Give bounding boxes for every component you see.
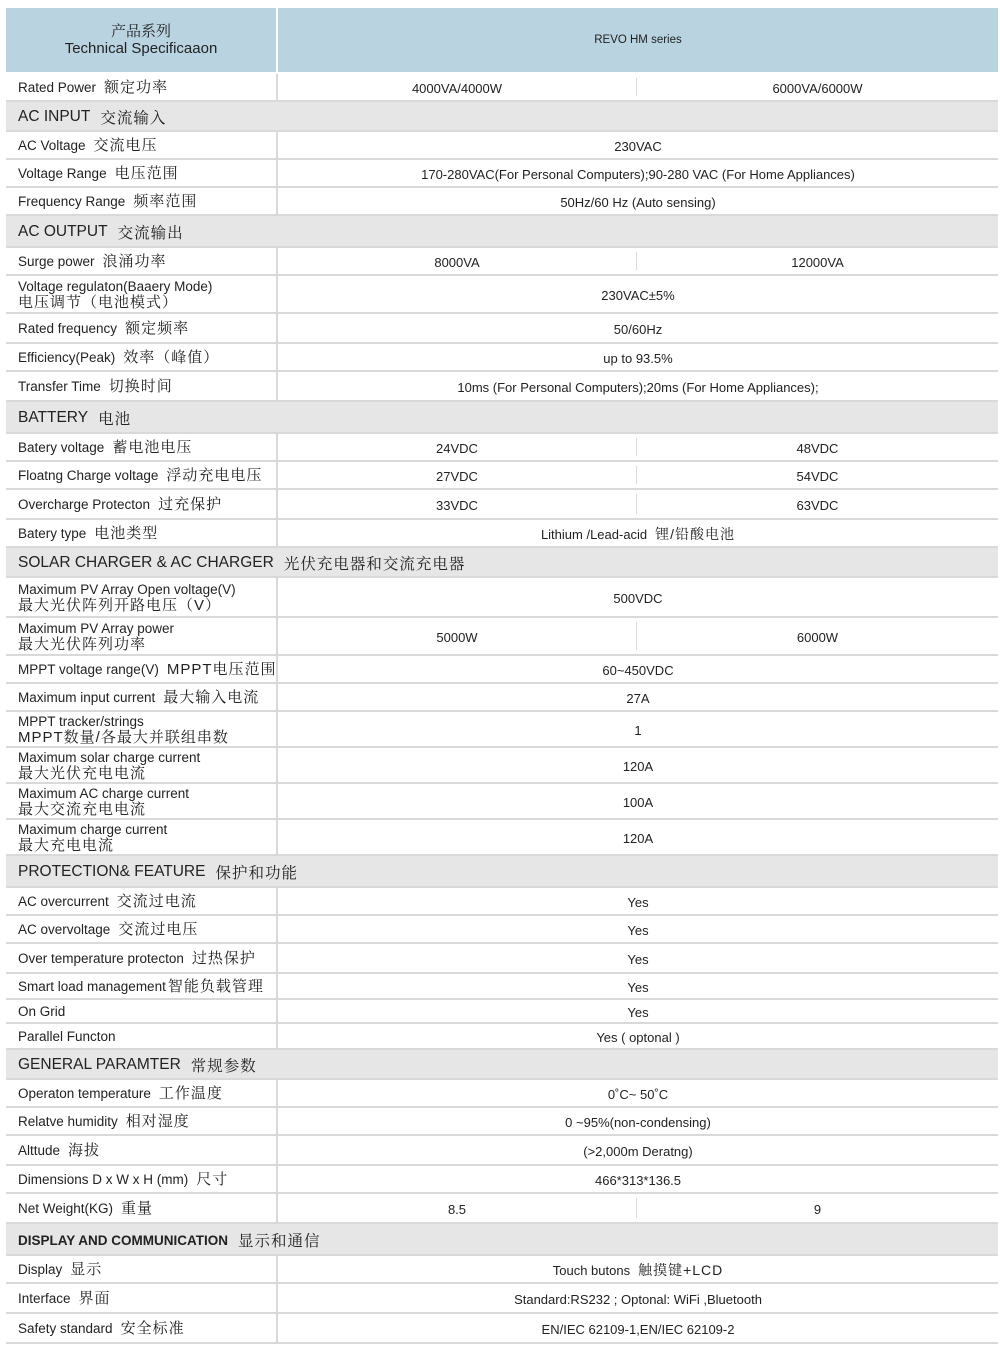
header-title [6, 8, 276, 72]
row-value: Lithium /Lead-acid 锂/铅酸电池 [540, 526, 736, 542]
value-4k: 8000VA [434, 254, 480, 270]
header-title-en: Technical Specificaaon [64, 40, 218, 57]
section-title: DISPLAY AND COMMUNICATION 显示和通信 [18, 1232, 321, 1250]
row-label: Transfer Time 切换时间 [18, 378, 173, 395]
row-label: Maximum PV Array Open voltage(V) 最大光伏阵列开路电压（V） [18, 582, 236, 614]
row-label: Rated frequency 额定频率 [18, 320, 190, 337]
section-solar-charger [6, 548, 998, 578]
table-row [6, 1024, 998, 1050]
value-4k: 24VDC [436, 440, 478, 456]
section-title: BATTERY 电池 [18, 409, 132, 428]
table-row [6, 1194, 998, 1224]
row-value: Yes ( optonal ) [596, 1029, 680, 1045]
table-row [6, 276, 998, 314]
row-value: Touch butons 触摸键+LCD [552, 1262, 724, 1278]
table-row [6, 462, 998, 490]
table-row [6, 490, 998, 520]
row-label: Parallel Functon [18, 1029, 116, 1044]
row-value: up to 93.5% [603, 350, 673, 366]
section-general [6, 1050, 998, 1080]
row-label: Over temperature protecton 过热保护 [18, 950, 256, 967]
table-row [6, 656, 998, 684]
table-row [6, 1080, 998, 1108]
row-label: Maximum charge current 最大充电电流 [18, 822, 168, 854]
value-6k: 9 [813, 1201, 822, 1217]
row-value: 50Hz/60 Hz (Auto sensing) [560, 194, 716, 210]
row-label: Surge power 浪涌功率 [18, 253, 167, 270]
section-title: PROTECTION& FEATURE 保护和功能 [18, 863, 298, 882]
table-row [6, 1000, 998, 1024]
value-6k: 12000VA [791, 254, 844, 270]
section-ac-input [6, 102, 998, 132]
row-value: Yes [627, 894, 649, 910]
row-label: Dimensions D x W x H (mm) 尺寸 [18, 1171, 229, 1188]
row-label: Voltage Range 电压范围 [18, 165, 179, 182]
table-row [6, 188, 998, 216]
table-row [6, 748, 998, 784]
table-row [6, 1136, 998, 1166]
section-title: SOLAR CHARGER & AC CHARGER 光伏充电器和交流充电器 [18, 554, 466, 573]
section-battery [6, 402, 998, 434]
section-ac-output [6, 216, 998, 248]
table-row [6, 1256, 998, 1284]
table-row [6, 434, 998, 462]
row-value: Yes [627, 922, 649, 938]
table-row [6, 974, 998, 1000]
table-row [6, 314, 998, 344]
row-value: 120A [622, 830, 654, 846]
section-protection [6, 856, 998, 888]
table-row [6, 684, 998, 712]
value-6k: 6000VA/6000W [772, 80, 863, 96]
value-6k: 6000W [796, 629, 839, 645]
row-value: EN/IEC 62109-1,EN/IEC 62109-2 [541, 1321, 735, 1337]
row-label: Net Weight(KG) 重量 [18, 1200, 154, 1217]
series-name: REVO HM series [594, 34, 682, 46]
section-display [6, 1224, 998, 1256]
table-row [6, 888, 998, 916]
row-label: AC Voltage 交流电压 [18, 137, 158, 154]
row-label: Operaton temperature 工作温度 [18, 1085, 223, 1102]
row-label: Relatve humidity 相对湿度 [18, 1113, 190, 1130]
table-row [6, 1166, 998, 1194]
row-value: Yes [627, 979, 649, 995]
table-row [6, 820, 998, 856]
row-value: 27A [626, 690, 650, 706]
table-row [6, 618, 998, 656]
section-title: AC OUTPUT 交流输出 [18, 223, 184, 242]
table-row [6, 344, 998, 372]
value-4k: 33VDC [436, 497, 478, 513]
row-value: 230VAC±5% [601, 287, 675, 303]
row-label: Alttude 海拔 [18, 1142, 101, 1159]
row-label: Voltage regulaton(Baaery Mode) 电压调节（电池模式） [18, 279, 213, 311]
table-header [6, 8, 998, 72]
table-row [6, 248, 998, 276]
row-label: Safety standard 安全标准 [18, 1320, 185, 1337]
table-row [6, 1284, 998, 1314]
row-label: MPPT tracker/strings MPPT数量/各最大并联组串数 [18, 714, 229, 746]
section-title: GENERAL PARAMTER 常规参数 [18, 1056, 257, 1075]
row-label: AC overvoltage 交流过电压 [18, 921, 199, 938]
row-label: Display 显示 [18, 1261, 103, 1278]
value-6k: 63VDC [796, 497, 839, 513]
row-value: 170-280VAC(For Personal Computers);90-280 VAC (For Home Appliances) [421, 166, 855, 182]
row-value: 466*313*136.5 [594, 1172, 682, 1188]
table-row [6, 944, 998, 974]
table-row [6, 784, 998, 820]
row-label: Frequency Range 频率范围 [18, 193, 198, 210]
value-4k: 27VDC [436, 468, 478, 484]
row-label: Maximum input current 最大输入电流 [18, 689, 260, 706]
table-row [6, 74, 998, 102]
row-label: Floatng Charge voltage 浮动充电电压 [18, 467, 263, 484]
table-row [6, 578, 998, 618]
row-label: Efficiency(Peak) 效率（峰值） [18, 349, 220, 366]
row-value: Yes [627, 1004, 649, 1020]
row-label: Batery voltage 蓄电池电压 [18, 439, 193, 456]
row-value: 60~450VDC [602, 662, 674, 678]
row-value: 230VAC [614, 138, 662, 154]
row-value: (>2,000m Deratng) [583, 1143, 693, 1159]
row-value: 120A [622, 758, 654, 774]
row-label: On Grid [18, 1004, 66, 1019]
row-label: AC overcurrent 交流过电流 [18, 893, 197, 910]
row-label: Interface 界面 [18, 1290, 111, 1307]
row-value: Yes [627, 951, 649, 967]
row-label: Maximum PV Array power 最大光伏阵列功率 [18, 621, 175, 653]
value-4k: 5000W [436, 629, 478, 645]
table-row [6, 160, 998, 188]
table-row [6, 916, 998, 944]
row-value: 0 ~95%(non-condensing) [565, 1114, 711, 1130]
row-label: Batery type 电池类型 [18, 525, 159, 542]
row-label: Smart load management 智能负载管理 [18, 978, 264, 995]
table-row [6, 1314, 998, 1344]
row-label: Rated Power 额定功率 [18, 79, 169, 96]
row-value: 100A [622, 794, 654, 810]
table-row [6, 712, 998, 748]
row-value: 50/60Hz [613, 321, 663, 337]
row-label: Maximum solar charge current 最大光伏充电电流 [18, 750, 201, 782]
value-4k: 4000VA/4000W [411, 80, 503, 96]
table-row [6, 520, 998, 548]
table-row [6, 1108, 998, 1136]
row-value: 0˚C~ 50˚C [607, 1086, 669, 1102]
row-value: 10ms (For Personal Computers);20ms (For Home Appliances); [457, 379, 819, 395]
row-label: Overcharge Protecton 过充保护 [18, 496, 223, 513]
row-value: 500VDC [613, 590, 663, 606]
table-row [6, 372, 998, 402]
value-6k: 54VDC [796, 468, 839, 484]
row-value: Standard:RS232 ; Optonal: WiFi ,Bluetooth [514, 1291, 762, 1307]
row-value: 1 [634, 722, 642, 738]
row-label: Maximum AC charge current 最大交流充电电流 [18, 786, 190, 818]
header-title-zh: 产品系列 [110, 23, 171, 40]
value-6k: 48VDC [796, 440, 839, 456]
table-row [6, 132, 998, 160]
value-4k: 8.5 [447, 1201, 467, 1217]
section-title: AC INPUT 交流输入 [18, 108, 167, 127]
row-label: MPPT voltage range(V) MPPT电压范围 [18, 661, 277, 678]
